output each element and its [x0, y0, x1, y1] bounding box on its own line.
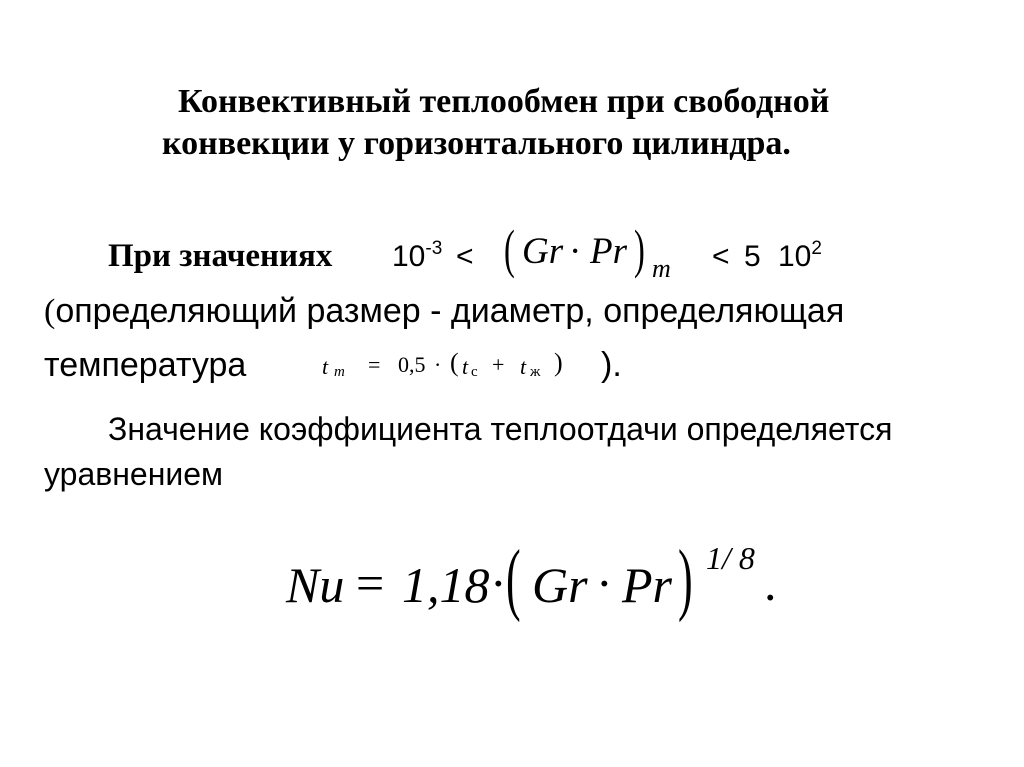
less-than-sign-2: <: [712, 240, 730, 273]
definition-line-2: температура: [44, 346, 247, 384]
condition-upper-coef: 5: [744, 240, 761, 273]
slide-title-line-1: Конвективный теплообмен при свободной: [178, 83, 830, 120]
definition-closing: ).: [601, 346, 622, 384]
coefficient-text-line-1: Значение коэффициента теплоотдачи определяется: [108, 411, 893, 447]
tm-right-paren: ): [554, 348, 563, 377]
criterion-subscript-m: m: [652, 254, 671, 283]
criterion-pr: Pr: [590, 231, 627, 272]
nu-pr: Pr: [622, 557, 672, 613]
nu-gr: Gr: [532, 557, 588, 613]
tm-left-paren: (: [450, 348, 459, 377]
tzh-subscript: ж: [530, 364, 541, 380]
nu-symbol: Nu: [286, 557, 345, 613]
temperature-formula: [318, 350, 608, 390]
tm-dot: ·: [434, 352, 442, 377]
nu-left-paren: (: [506, 535, 521, 623]
tzh-t: t: [520, 354, 527, 379]
criterion-dot: ·: [569, 231, 582, 272]
less-than-sign-1: <: [456, 240, 474, 273]
slide-title-line-2: конвекции у горизонтального цилиндра.: [162, 125, 791, 162]
nu-coefficient: 1,18: [402, 557, 490, 613]
tc-subscript: с: [471, 364, 478, 380]
tm-equals: =: [368, 352, 381, 377]
tm-plus: +: [492, 352, 505, 377]
nu-equals: =: [356, 555, 385, 611]
criterion-gr: Gr: [522, 231, 564, 272]
nu-dot-2: ·: [596, 555, 613, 611]
tm-t: t: [322, 354, 329, 379]
condition-lead: При значениях: [108, 238, 333, 274]
nu-right-paren: ): [678, 535, 693, 623]
nu-period: .: [764, 555, 777, 611]
nusselt-formula: [286, 535, 806, 640]
definition-line-1: (определяющий размер - диаметр, определяющая: [44, 292, 845, 330]
tm-coef: 0,5: [398, 352, 426, 377]
criterion-right-paren: ): [634, 219, 645, 279]
nu-exponent: 1/ 8: [706, 540, 755, 576]
condition-lower-bound: $10^{-3}$: [392, 238, 443, 273]
tm-subscript: m: [334, 364, 345, 380]
tc-t: t: [462, 354, 469, 379]
condition-upper-bound: $10^2$: [778, 238, 822, 273]
criterion-left-paren: (: [504, 219, 515, 279]
coefficient-text-line-2: уравнением: [44, 456, 224, 492]
nu-dot: ·: [490, 555, 507, 611]
